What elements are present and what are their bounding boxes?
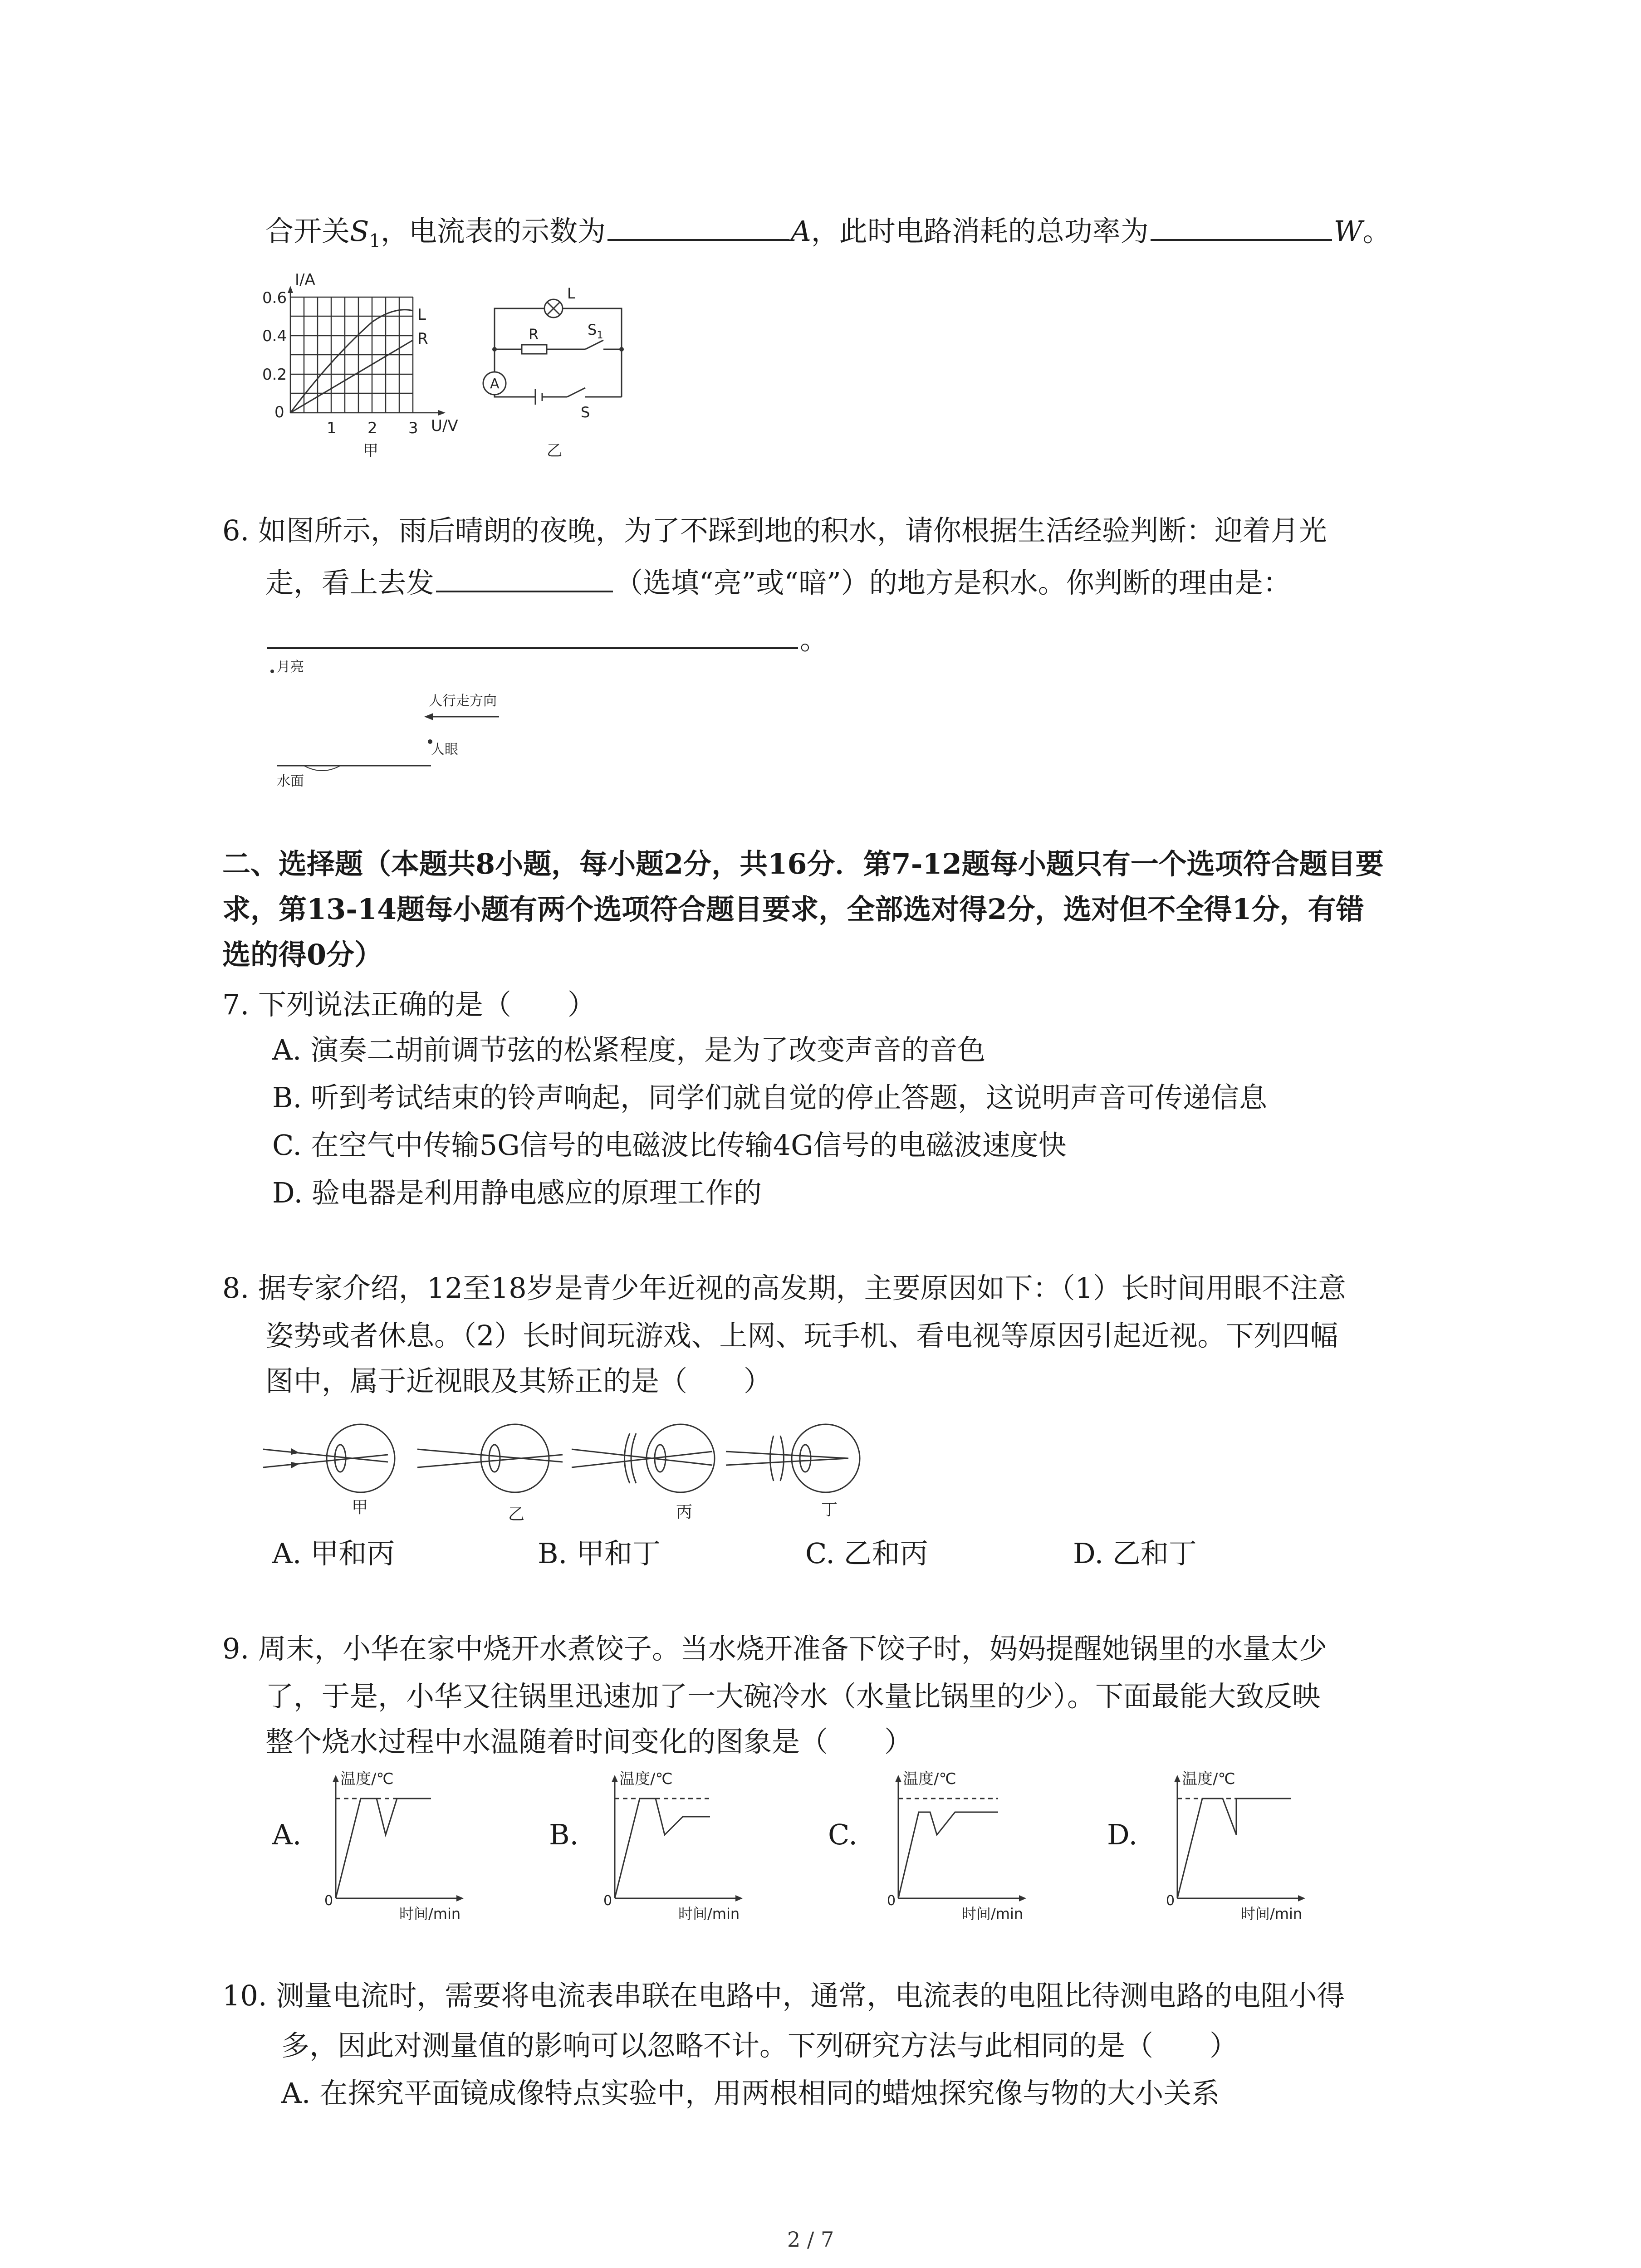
q9-option-a[interactable]: A. — [272, 1818, 302, 1851]
q6-text2a: 走，看上去发 — [265, 566, 435, 599]
caption-yi-eye: 乙 — [508, 1505, 525, 1524]
curve-r — [290, 340, 413, 413]
q7-option-c[interactable]: C. 在空气中传输5G信号的电磁波比传输4G信号的电磁波速度快 — [272, 1129, 1067, 1162]
q10-number: 10. — [222, 1979, 267, 2012]
q9-line2: 了，于是，小华又往锅里迅速加了一大碗冷水（水量比锅里的少）。下面最能大致反映 — [265, 1680, 1321, 1713]
q7-option-d[interactable]: D. 验电器是利用静电感应的原理工作的 — [272, 1176, 762, 1209]
q8-option-b[interactable]: B. 甲和丁 — [538, 1537, 661, 1570]
q7-stem — [222, 987, 596, 1023]
q9-graph-a[interactable] — [313, 1767, 549, 1926]
caption-ding-eye: 丁 — [821, 1501, 838, 1519]
y-tick-02: 0.2 — [262, 366, 287, 384]
label-resistor: R — [529, 326, 539, 343]
eye-ding — [726, 1424, 860, 1492]
x-tick-3: 3 — [408, 419, 418, 437]
y-axis-label-d: 温度/℃ — [1182, 1770, 1235, 1788]
q5-text1: 合开关 — [265, 215, 350, 248]
x-axis-label-d: 时间/min — [1241, 1905, 1303, 1922]
q6-line3 — [265, 619, 828, 658]
y-tick-06: 0.6 — [262, 289, 287, 307]
x-axis-label: U/V — [431, 417, 458, 435]
x-tick-2: 2 — [367, 419, 377, 437]
q5-text3: ，此时电路消耗的总功率为 — [811, 215, 1149, 248]
q10-line1 — [222, 1978, 1345, 2014]
section2-line1: 二、选择题（本题共8小题，每小题2分，共16分．第7-12题每小题只有一个选项符合题目要 — [222, 847, 1384, 880]
q10-text1: 测量电流时，需要将电流表串联在电路中，通常，电流表的电阻比待测电路的电阻小得 — [276, 1979, 1345, 2012]
section2-line3: 选的得0分） — [222, 938, 383, 971]
q8-option-c[interactable]: C. 乙和丙 — [805, 1537, 928, 1570]
q9-graph-c[interactable] — [876, 1767, 1112, 1926]
origin-b: 0 — [603, 1893, 612, 1909]
q5-circuit-diagram — [472, 281, 653, 463]
x-axis-label-c: 时间/min — [962, 1905, 1024, 1922]
q9-option-c[interactable]: C. — [828, 1818, 857, 1851]
q5-blank-power[interactable] — [1151, 211, 1332, 241]
q5-unit-w: W — [1333, 215, 1363, 248]
q6-text1: 如图所示，雨后晴朗的夜晚，为了不踩到地的积水，请你根据生活经验判断：迎着月光 — [258, 514, 1327, 547]
q9-line3: 整个烧水过程中水温随着时间变化的图象是（ ） — [265, 1725, 913, 1758]
q7-number: 7. — [222, 988, 250, 1021]
q8-line1 — [222, 1270, 1346, 1306]
label-walk-direction: 人行走方向 — [429, 693, 497, 709]
y-axis-label: I/A — [295, 271, 315, 289]
label-moon: 月亮 — [277, 659, 304, 675]
q8-line3: 图中，属于近视眼及其矫正的是（ ） — [265, 1364, 772, 1398]
switch1-symbol — [585, 340, 603, 349]
q5-text4: 。 — [1362, 215, 1391, 248]
q9-option-d[interactable]: D. — [1107, 1818, 1138, 1851]
q7-stem-text: 下列说法正确的是（ ） — [258, 988, 596, 1021]
q6-line1 — [222, 513, 1327, 549]
y-tick-0: 0 — [274, 403, 284, 421]
q7-option-a[interactable]: A. 演奏二胡前调节弦的松紧程度，是为了改变声音的音色 — [272, 1033, 986, 1066]
q5-text2: ，电流表的示数为 — [380, 215, 606, 248]
label-ammeter: A — [490, 376, 500, 392]
label-water: 水面 — [277, 773, 304, 789]
q5-iu-graph — [250, 272, 485, 463]
eye-yi — [417, 1424, 563, 1492]
q5-tail-line — [265, 211, 1391, 259]
q8-line2: 姿势或者休息。（2）长时间玩游戏、上网、玩手机、看电视等原因引起近视。下列四幅 — [265, 1319, 1338, 1352]
q6-line2 — [265, 562, 1291, 601]
q5-sub1: 1 — [369, 230, 381, 252]
x-tick-1: 1 — [327, 419, 337, 437]
q10-option-a[interactable]: A. 在探究平面镜成像特点实验中，用两根相同的蜡烛探究像与物的大小关系 — [281, 2077, 1220, 2110]
q5-var-s: S — [350, 215, 369, 248]
resistor-symbol — [522, 345, 547, 354]
caption-bing-eye: 丙 — [676, 1503, 693, 1521]
q6-text2b: （选填“亮”或“暗”）的地方是积水。你判断的理由是： — [615, 566, 1291, 599]
caption-jia: 甲 — [363, 442, 378, 460]
x-axis-label-a: 时间/min — [399, 1905, 461, 1922]
origin-a: 0 — [324, 1893, 333, 1909]
q8-number: 8. — [222, 1271, 250, 1305]
q9-line1 — [222, 1631, 1327, 1667]
y-axis-label-c: 温度/℃ — [903, 1770, 956, 1788]
caption-yi: 乙 — [547, 442, 562, 460]
q6-blank-bright-dark[interactable] — [436, 562, 613, 592]
q10-line2: 多，因此对测量值的影响可以忽略不计。下列研究方法与此相同的是（ ） — [281, 2029, 1238, 2062]
eye-jia — [263, 1424, 395, 1492]
y-axis-label-b: 温度/℃ — [619, 1770, 673, 1788]
x-axis-label-b: 时间/min — [678, 1905, 740, 1922]
q5-unit-a: A — [790, 215, 811, 248]
y-tick-04: 0.4 — [262, 327, 287, 345]
q9-option-b[interactable]: B. — [549, 1818, 579, 1851]
q9-graph-b[interactable] — [592, 1767, 828, 1926]
label-eye: 人眼 — [431, 742, 458, 758]
q9-text1: 周末，小华在家中烧开水煮饺子。当水烧开准备下饺子时，妈妈提醒她锅里的水量太少 — [258, 1632, 1327, 1665]
q5-blank-current[interactable] — [607, 211, 789, 241]
q9-graph-d[interactable] — [1155, 1767, 1391, 1926]
q8-option-a[interactable]: A. 甲和丙 — [272, 1537, 395, 1570]
q8-option-d[interactable]: D. 乙和丁 — [1073, 1537, 1197, 1570]
q9-number: 9. — [222, 1632, 250, 1665]
origin-c: 0 — [887, 1893, 896, 1909]
q8-text1: 据专家介绍，12至18岁是青少年近视的高发期，主要原因如下：（1）长时间用眼不注意 — [258, 1271, 1347, 1305]
q6-blank-reason[interactable] — [267, 619, 798, 649]
label-l: L — [417, 306, 426, 324]
q7-option-b[interactable]: B. 听到考试结束的铃声响起，同学们就自觉的停止答题，这说明声音可传递信息 — [272, 1081, 1267, 1114]
y-axis-label-a: 温度/℃ — [340, 1770, 394, 1788]
curve-l — [290, 310, 413, 413]
switch-symbol — [567, 388, 585, 397]
page-number: 2 / 7 — [787, 2227, 834, 2252]
q6-number: 6. — [222, 514, 250, 547]
label-switch: S — [581, 404, 590, 421]
origin-d: 0 — [1166, 1893, 1175, 1909]
section2-line2: 求，第13-14题每小题有两个选项符合题目要求，全部选对得2分，选对但不全得1分，有错 — [222, 893, 1364, 926]
label-switch1: $S_1$ — [588, 321, 603, 341]
q6-moonlight-figure — [263, 653, 554, 803]
label-r: R — [417, 330, 428, 348]
label-lamp: L — [567, 285, 575, 302]
q6-text3: 。 — [800, 623, 828, 656]
caption-jia-eye: 甲 — [352, 1498, 368, 1517]
q8-eye-figures — [263, 1408, 944, 1531]
eye-bing — [572, 1424, 715, 1492]
